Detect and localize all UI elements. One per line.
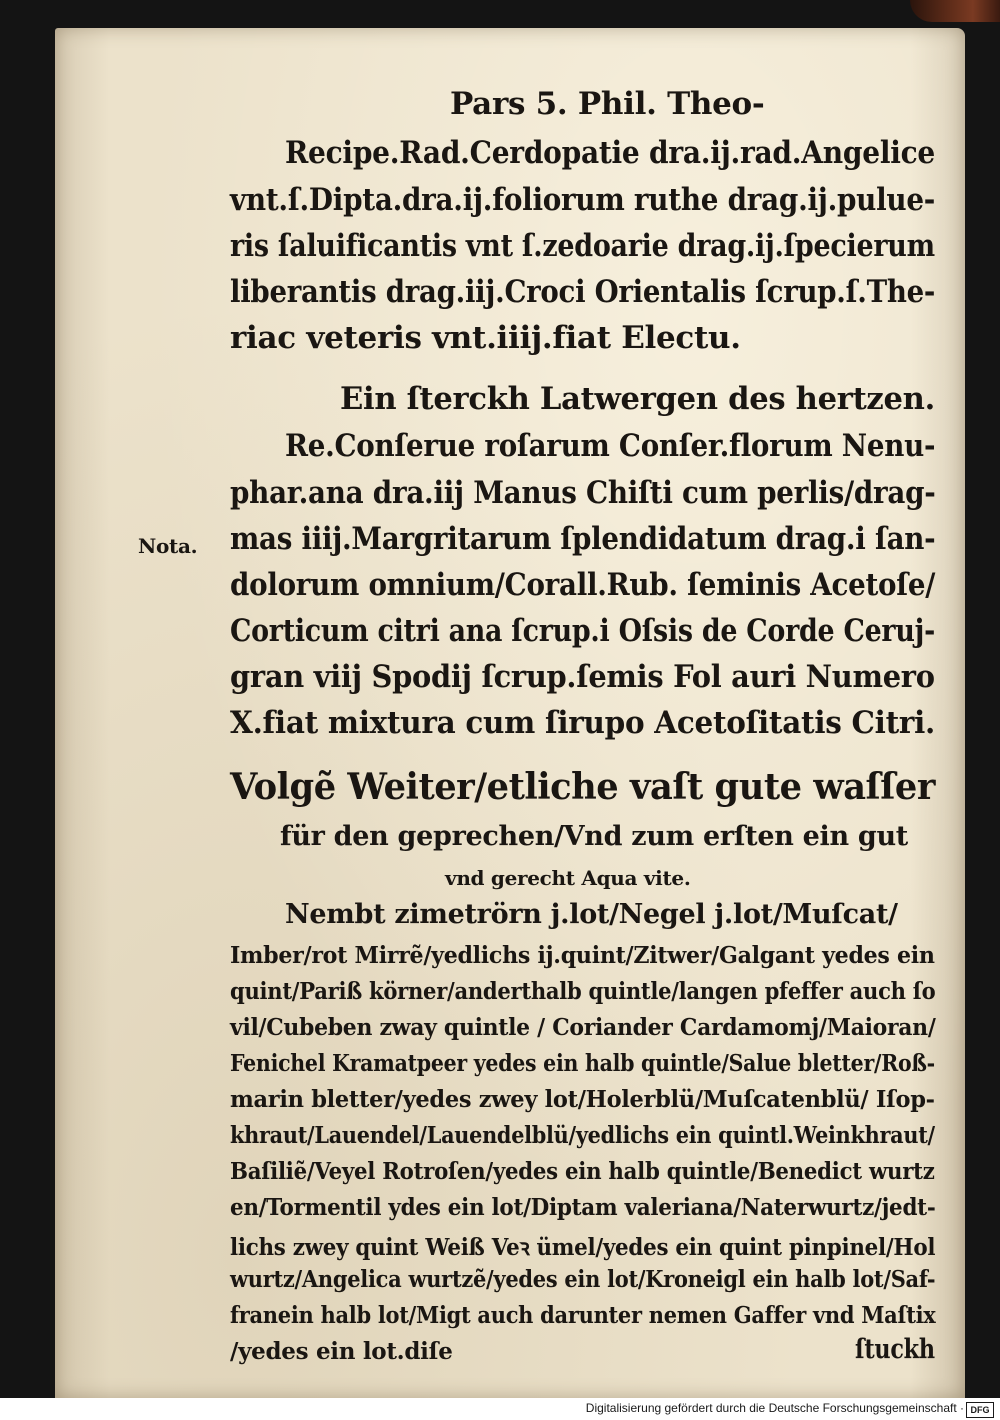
book-page <box>55 28 965 1398</box>
recipe2-line: Corticum citri ana ſcrup.i Oſsis de Corde Ceruj- <box>230 613 935 649</box>
recipe3-line: Baſiliẽ/Veyel Rotroſen/yedes ein halb quintle/Benedict wurtz <box>230 1158 935 1185</box>
recipe1-line: Recipe.Rad.Cerdopatie dra.ij.rad.Angelice <box>285 135 935 171</box>
recipe3-line: wurtz/Angelica wurtzẽ/yedes ein lot/Kroneigl ein halb lot/Saf- <box>230 1266 936 1293</box>
recipe3-line: quint/Pariß körner/anderthalb quintle/langen pfeffer auch ſo <box>230 978 936 1005</box>
recipe3-line: en/Tormentil ydes ein lot/Diptam valeriana/Naterwurtz/jedt- <box>230 1194 936 1221</box>
recipe1-line: vnt.ſ.Dipta.dra.ij.foliorum ruthe drag.ij.pulue- <box>230 182 936 218</box>
book-edge <box>910 0 1000 22</box>
footer-bar <box>0 1398 1000 1420</box>
section-subheading-2: vnd gerecht Aqua vite. <box>445 866 691 890</box>
dfg-logo: DFG <box>966 1402 994 1418</box>
section-subheading: für den geprechen/Vnd zum erſten ein gut <box>280 821 908 852</box>
recipe3-line: vil/Cubeben zway quintle / Coriander Cardamomj/Maioran/ <box>230 1014 936 1041</box>
recipe2-line: Re.Conſerue roſarum Conſer.florum Nenu- <box>285 428 936 464</box>
recipe1-line: ris ſaluificantis vnt ſ.zedoarie drag.ij.ſpecierum <box>230 228 935 264</box>
recipe3-line: franein halb lot/Migt auch darunter nemen Gaffer vnd Maſtix <box>230 1302 936 1329</box>
recipe3-line: Fenichel Kramatpeer yedes ein halb quintle/Salue bletter/Roß- <box>230 1050 935 1077</box>
recipe3-line: lichs zwey quint Weiß Veꝛ ümel/yedes ein quint pinpinel/Hol <box>230 1234 936 1261</box>
recipe1-line: liberantis drag.iij.Croci Orientalis ſcrup.ſ.The- <box>230 274 936 310</box>
recipe3-line: marin bletter/yedes zwey lot/Holerblü/Muſcatenblü/ Iſop- <box>230 1086 935 1113</box>
recipe2-line: gran viij Spodij ſcrup.ſemis Fol auri Numero <box>230 659 935 695</box>
recipe2-line: X.fiat mixtura cum ſirupo Acetoſitatis Citri. <box>230 705 936 741</box>
recipe2-line: phar.ana dra.iij Manus Chiſti cum perlis/drag- <box>230 475 936 511</box>
recipe3-line: /yedes ein lot.diſe <box>230 1338 453 1365</box>
recipe2-line: mas iiij.Margritarum ſplendidatum drag.i ſan- <box>230 521 936 557</box>
recipe3-line: Nembt zimetrörn j.lot/Negel j.lot/Muſcat/ <box>285 899 898 930</box>
recipe3-line: Imber/rot Mirrẽ/yedlichs ij.quint/Zitwer/Galgant yedes ein <box>230 942 935 969</box>
margin-note: Nota. <box>138 534 198 558</box>
catchword: ſtuckh <box>855 1334 935 1365</box>
recipe2-title: Ein ſterckh Latwergen des hertzen. <box>340 381 935 417</box>
running-title: Pars 5. Phil. Theo- <box>450 86 765 122</box>
funding-credit: Digitalisierung gefördert durch die Deutsche Forschungsgemeinschaft · <box>585 1401 964 1415</box>
recipe2-line: dolorum omnium/Corall.Rub. ſeminis Acetoſe/ <box>230 567 936 603</box>
recipe1-line: riac veteris vnt.iiij.fiat Electu. <box>230 320 741 356</box>
recipe3-line: khraut/Lauendel/Lauendelblü/yedlichs ein quintl.Weinkhraut/ <box>230 1122 935 1149</box>
section-heading: Volgẽ Weiter/etliche vaſt gute waſſer <box>230 766 935 808</box>
